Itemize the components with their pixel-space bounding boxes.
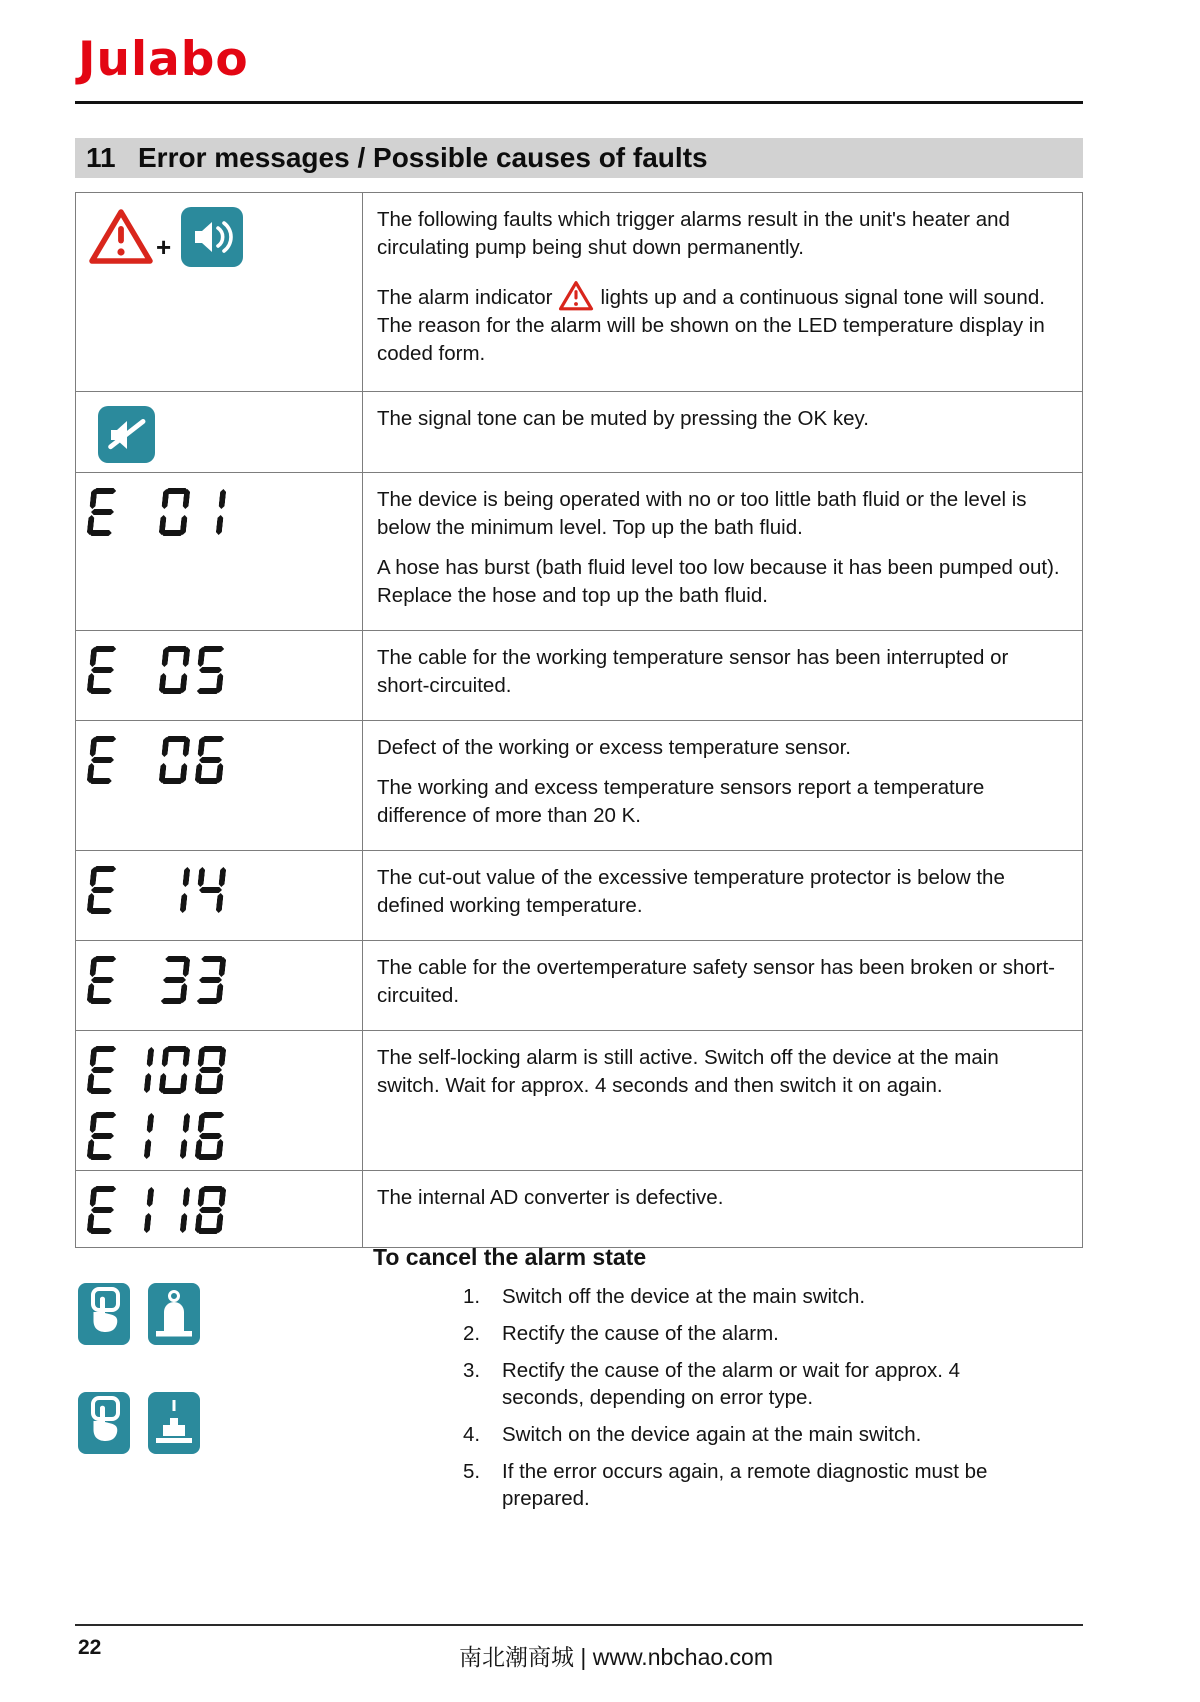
chapter-title: Error messages / Possible causes of faults bbox=[138, 142, 708, 173]
footer-divider bbox=[75, 1624, 1083, 1626]
header-divider bbox=[75, 101, 1083, 104]
step-item bbox=[463, 1357, 1008, 1411]
step-number: 5. bbox=[463, 1460, 481, 1483]
e01-text-cell bbox=[363, 473, 1083, 631]
step-text: Switch on the device again at the main switch. bbox=[502, 1423, 922, 1446]
footer-site-text: 南北潮商城 | www.nbchao.com bbox=[458, 1644, 773, 1670]
alarm-paragraph-2 bbox=[377, 280, 1064, 368]
step-text: Switch off the device at the main switch. bbox=[502, 1285, 866, 1308]
step-item bbox=[463, 1283, 1008, 1310]
icon-pair-switch-off bbox=[78, 1392, 200, 1454]
icon-pair-switch-on bbox=[78, 1283, 200, 1345]
hand-press-icon bbox=[78, 1392, 130, 1454]
warning-triangle-icon bbox=[88, 207, 154, 267]
e05-text-cell bbox=[363, 631, 1083, 721]
alarm-paragraph-2-before: The alarm indicator bbox=[377, 286, 553, 309]
step-number: 2. bbox=[463, 1322, 481, 1345]
alarm-paragraph-2-after: lights up and a continuous signal tone will sound. The reason for the alarm will be shown on the LED temperature display in coded form. bbox=[377, 286, 1045, 365]
chapter-heading bbox=[75, 138, 1083, 178]
alarm-icons-cell bbox=[76, 193, 363, 392]
table-row-e118 bbox=[76, 1171, 1083, 1248]
speaker-on-icon bbox=[181, 207, 243, 267]
cancel-alarm-title: To cancel the alarm state bbox=[373, 1244, 647, 1270]
step-text: If the error occurs again, a remote diagnostic must be prepared. bbox=[502, 1460, 988, 1510]
led-cell bbox=[76, 1031, 363, 1171]
step-number: 1. bbox=[463, 1285, 481, 1308]
alarm-indicator-icon bbox=[558, 280, 594, 312]
e14-text-cell bbox=[363, 851, 1083, 941]
plus-sign: + bbox=[156, 232, 172, 262]
error-table bbox=[75, 192, 1083, 1248]
led-cell bbox=[76, 631, 363, 721]
step-item bbox=[463, 1458, 1008, 1512]
led-code-e33 bbox=[89, 956, 362, 1004]
table-row-e33 bbox=[76, 941, 1083, 1031]
e06-paragraph-2: The working and excess temperature sensors report a temperature difference of more than 20 K. bbox=[377, 776, 985, 827]
mute-icon-cell bbox=[76, 392, 363, 473]
e118-text-cell bbox=[363, 1171, 1083, 1248]
led-code-e06 bbox=[89, 736, 362, 784]
alarm-paragraph-1: The following faults which trigger alarms result in the unit's heater and circulating pump being shut down permanently. bbox=[377, 208, 1010, 259]
main-switch-on-icon bbox=[148, 1283, 200, 1345]
led-code-e116 bbox=[89, 1112, 362, 1160]
step-text: Rectify the cause of the alarm or wait for approx. 4 seconds, depending on error type. bbox=[502, 1359, 961, 1409]
mute-text-cell bbox=[363, 392, 1083, 473]
table-row-e06 bbox=[76, 721, 1083, 851]
led-code-e05 bbox=[89, 646, 362, 694]
led-code-e118 bbox=[89, 1186, 362, 1234]
step-item bbox=[463, 1421, 1008, 1448]
led-code-e14 bbox=[89, 866, 362, 914]
cancel-alarm-steps bbox=[463, 1283, 1008, 1522]
e06-paragraph-1: Defect of the working or excess temperature sensor. bbox=[377, 736, 852, 759]
led-cell bbox=[76, 941, 363, 1031]
step-number: 3. bbox=[463, 1359, 481, 1382]
chapter-number: 11 bbox=[86, 142, 116, 173]
hand-press-icon bbox=[78, 1283, 130, 1345]
e06-text-cell bbox=[363, 721, 1083, 851]
led-code-e108 bbox=[89, 1046, 362, 1094]
julabo-logo: Julabo bbox=[78, 32, 249, 87]
table-row-mute bbox=[76, 392, 1083, 473]
table-row-alarm bbox=[76, 193, 1083, 392]
table-row-e14 bbox=[76, 851, 1083, 941]
e33-text-cell bbox=[363, 941, 1083, 1031]
e14-paragraph: The cut-out value of the excessive temperature protector is below the defined working temperature. bbox=[377, 866, 1005, 917]
mute-paragraph: The signal tone can be muted by pressing the OK key. bbox=[377, 407, 869, 430]
page-number: 22 bbox=[78, 1636, 102, 1659]
e05-paragraph: The cable for the working temperature sensor has been interrupted or short-circuited. bbox=[377, 646, 1009, 697]
main-switch-off-icon bbox=[148, 1392, 200, 1454]
step-item bbox=[463, 1320, 1008, 1347]
led-cell bbox=[76, 473, 363, 631]
table-row-e05 bbox=[76, 631, 1083, 721]
speaker-muted-icon bbox=[98, 406, 155, 463]
table-row-e108-e116 bbox=[76, 1031, 1083, 1171]
e33-paragraph: The cable for the overtemperature safety sensor has been broken or short-circuited. bbox=[377, 956, 1056, 1007]
step-number: 4. bbox=[463, 1423, 481, 1446]
e108-text-cell bbox=[363, 1031, 1083, 1171]
led-cell bbox=[76, 1171, 363, 1248]
table-row-e01 bbox=[76, 473, 1083, 631]
led-code-e01 bbox=[89, 488, 362, 536]
step-text: Rectify the cause of the alarm. bbox=[502, 1322, 779, 1345]
e118-paragraph: The internal AD converter is defective. bbox=[377, 1186, 724, 1209]
led-cell bbox=[76, 851, 363, 941]
e01-paragraph-1: The device is being operated with no or too little bath fluid or the level is below the minimum level. Top up the bath fluid. bbox=[377, 488, 1027, 539]
e108-paragraph: The self-locking alarm is still active. Switch off the device at the main switch. Wait for approx. 4 seconds and then switch it on again. bbox=[377, 1046, 999, 1097]
led-cell bbox=[76, 721, 363, 851]
e01-paragraph-2: A hose has burst (bath fluid level too low because it has been pumped out). Replace the hose and top up the bath fluid. bbox=[377, 556, 1060, 607]
alarm-text-cell bbox=[363, 193, 1083, 392]
